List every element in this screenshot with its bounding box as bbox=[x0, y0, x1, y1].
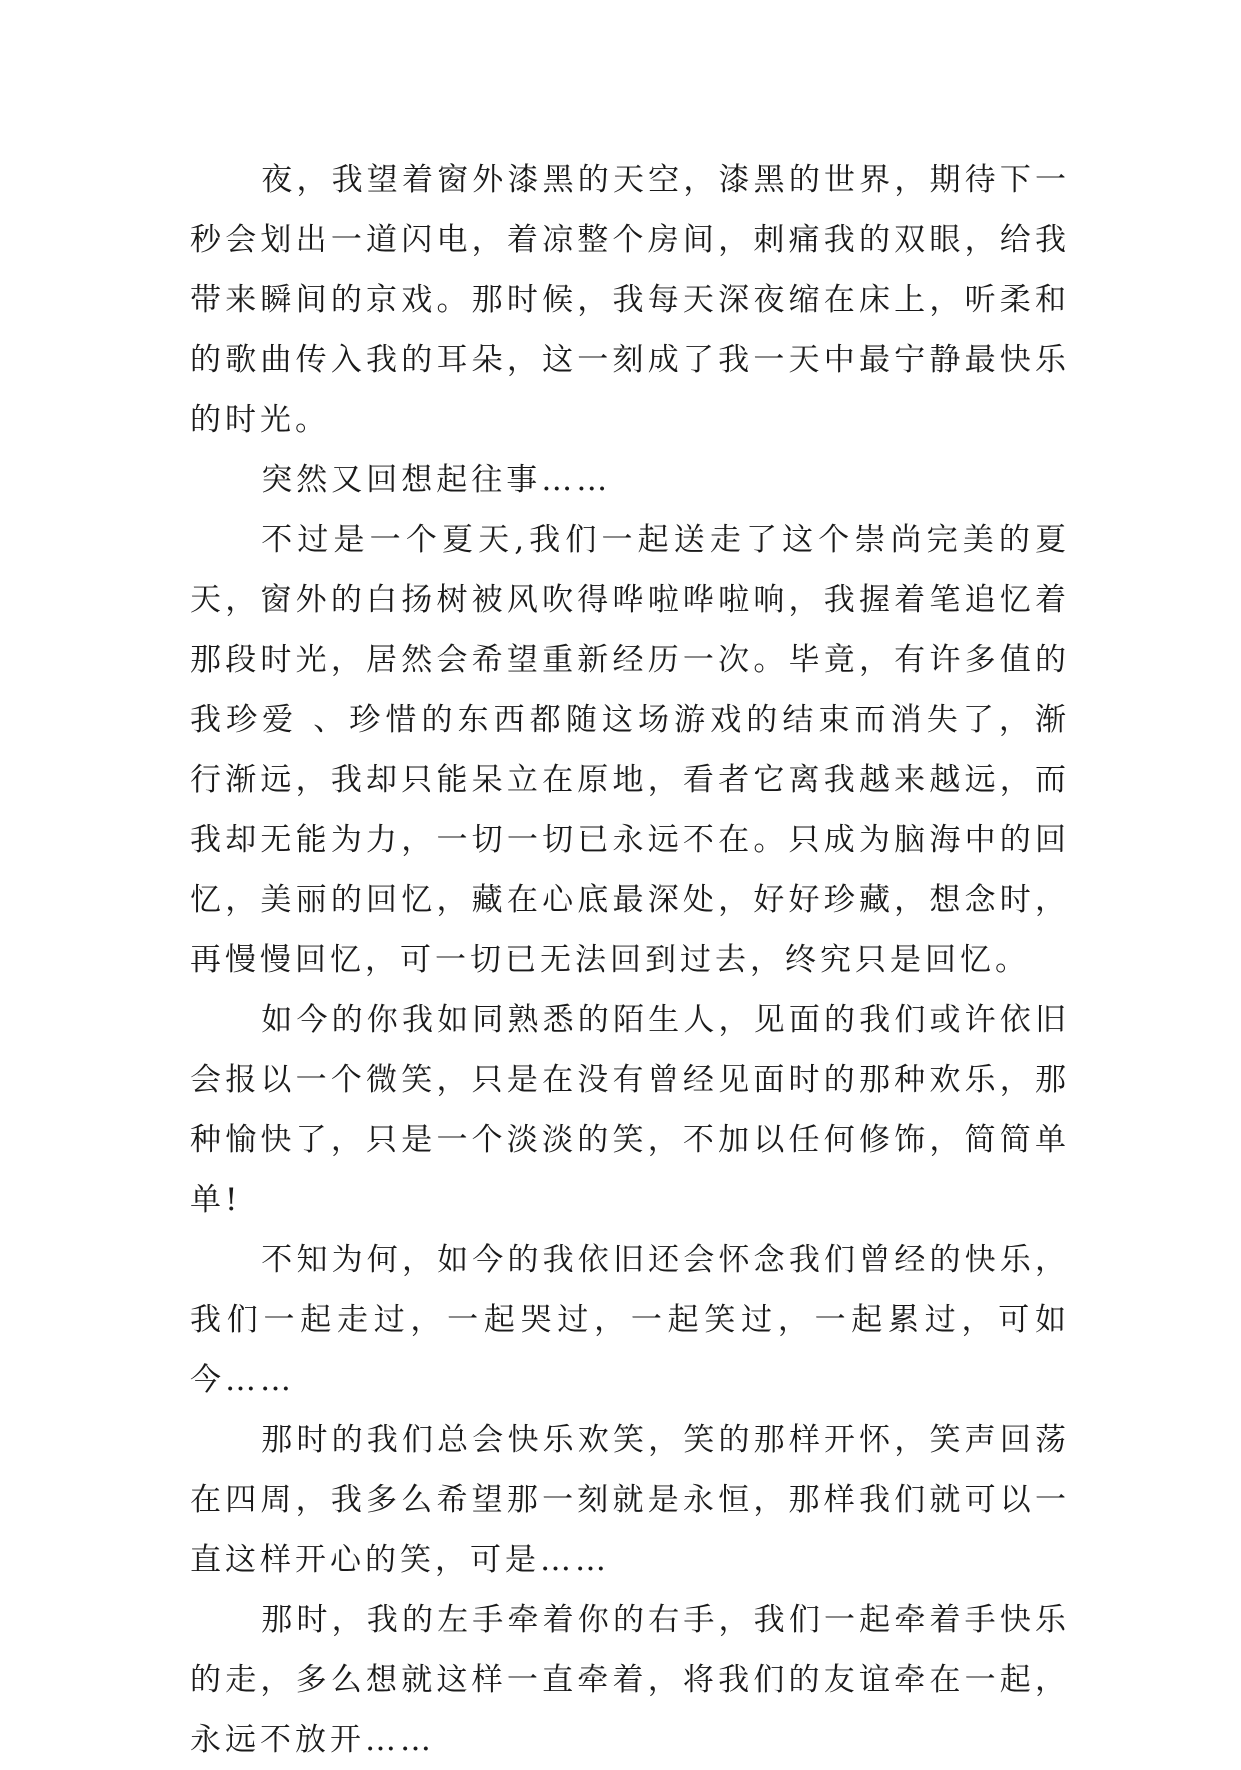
paragraph-6: 那时的我们总会快乐欢笑，笑的那样开怀，笑声回荡在四周，我多么希望那一刻就是永恒，那样我们就可以一直这样开心的笑，可是…… bbox=[190, 1422, 1070, 1578]
paragraph-4: 如今的你我如同熟悉的陌生人，见面的我们或许依旧会报以一个微笑，只是在没有曾经见面时的那种欢乐，那种愉快了，只是一个淡淡的笑，不加以任何修饰，简简单单! bbox=[190, 1002, 1070, 1218]
document-body bbox=[190, 150, 1070, 1770]
paragraph-5: 不知为何，如今的我依旧还会怀念我们曾经的快乐，我们一起走过，一起哭过，一起笑过，一起累过，可如今…… bbox=[190, 1242, 1070, 1398]
paragraph-2: 突然又回想起往事…… bbox=[261, 462, 612, 498]
paragraph-3: 不过是一个夏天,我们一起送走了这个崇尚完美的夏天，窗外的白扬树被风吹得哗啦哗啦响，我握着笔追忆着那段时光，居然会希望重新经历一次。毕竟，有许多值的我珍爱 、珍惜的东西都随这场游戏的结束而消失了，渐行渐远，我却只能呆立在原地，看者它离我越来越远，而我却无能为力，一切一切已永远不在。只成为脑海中的回忆，美丽的回忆，藏在心底最深处，好好珍藏，想念时，再慢慢回忆，可一切已无法回到过去，终究只是回忆。 bbox=[190, 522, 1070, 978]
paragraph-1: 夜，我望着窗外漆黑的天空，漆黑的世界，期待下一秒会划出一道闪电，着凉整个房间，刺痛我的双眼，给我带来瞬间的京戏。那时候，我每天深夜缩在床上，听柔和的歌曲传入我的耳朵，这一刻成了我一天中最宁静最快乐的时光。 bbox=[190, 162, 1070, 438]
paragraph-7: 那时，我的左手牵着你的右手，我们一起牵着手快乐的走，多么想就这样一直牵着，将我们的友谊牵在一起，永远不放开…… bbox=[190, 1602, 1070, 1758]
